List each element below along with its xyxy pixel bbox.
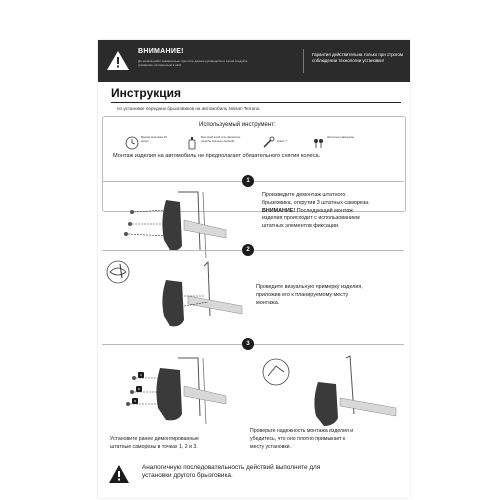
guarantee-text: Гарантия действительна только при строгом соблюдении технологии установки! bbox=[312, 52, 403, 63]
tool-label-screws: Штатные саморезы bbox=[327, 135, 355, 139]
instruction-sheet bbox=[98, 40, 410, 498]
callout-number: 2 bbox=[136, 386, 142, 392]
step1-line: брызговика, открутив 3 штатных самореза. bbox=[262, 199, 370, 206]
step1-text bbox=[262, 192, 402, 231]
tool-label-wrench: Ключ 7 bbox=[277, 139, 287, 143]
warning-text: До начала работ внимательно прочтите данное руководство и затем следуйте указаниям, изложенным в нём! bbox=[138, 59, 248, 67]
step3-illustration-right bbox=[256, 352, 406, 432]
step1-line: Произведите демонтаж штатного bbox=[262, 192, 346, 198]
step3-line: месту установки. bbox=[250, 443, 291, 450]
footer-note bbox=[142, 464, 392, 481]
step2-line: Проведите визуальную примерку изделия, bbox=[256, 284, 363, 290]
step1-line-rest: Последующий монтаж bbox=[295, 207, 353, 214]
step-number: 2 bbox=[242, 244, 254, 256]
tools-heading: Используемый инструмент: bbox=[199, 122, 276, 128]
step2-line: приложив его к планируемому месту bbox=[256, 291, 349, 298]
step3-text-right bbox=[250, 428, 406, 451]
screws-icon bbox=[311, 136, 325, 150]
step1-line: изделия происходит с использованием bbox=[262, 215, 360, 222]
warning-icon bbox=[106, 50, 130, 71]
step1-line: штатных элементов фиксации. bbox=[262, 223, 340, 230]
step3-line: штатные саморезы в точках 1, 2 и 3. bbox=[110, 443, 198, 450]
step2-line: монтажа. bbox=[256, 299, 280, 306]
step2-text bbox=[256, 284, 406, 307]
tool-label-glue: Бытовой клей или фиксатор резьбы (сильно-липкий) bbox=[201, 135, 241, 143]
footer-line: Аналогичную последовательность действий выполните для bbox=[142, 464, 321, 471]
step3-line: убедитесь, что оно плотно примыкает к bbox=[250, 435, 346, 442]
clock-icon bbox=[125, 136, 139, 150]
warning-banner bbox=[98, 40, 410, 82]
mount-note: Монтаж изделия на автомобиль не предполагает обязательного снятия колеса. bbox=[113, 153, 321, 159]
tool-label-time: Время монтажа 15 минут bbox=[141, 135, 168, 143]
page-subtitle: по установке передних брызговиков на автомобиль Nissan Terrano. bbox=[117, 106, 261, 111]
step3-line: Проверьте надежность монтажа изделия и bbox=[250, 428, 354, 434]
step2-illustration bbox=[104, 256, 254, 334]
warning-icon bbox=[108, 464, 130, 484]
callout-number: 1 bbox=[138, 372, 144, 378]
page-title: Инструкция bbox=[111, 86, 182, 100]
step3-line: Установите ранее демонтированные bbox=[110, 436, 199, 442]
wrench-icon bbox=[261, 136, 275, 150]
footer-line: установки другого брызговика. bbox=[142, 472, 233, 480]
step-number: 3 bbox=[242, 338, 254, 350]
callout-number: 3 bbox=[132, 398, 138, 404]
step3-illustration-left bbox=[108, 356, 248, 426]
step3-text-left bbox=[110, 436, 260, 452]
step-number: 1 bbox=[242, 175, 254, 187]
step1-line bbox=[262, 208, 402, 216]
glue-icon bbox=[185, 136, 199, 150]
banner-divider bbox=[303, 49, 304, 73]
step1-emphasis: ВНИМАНИЕ! bbox=[262, 207, 296, 214]
warning-title: ВНИМАНИЕ! bbox=[138, 48, 184, 55]
title-rule bbox=[111, 102, 401, 103]
